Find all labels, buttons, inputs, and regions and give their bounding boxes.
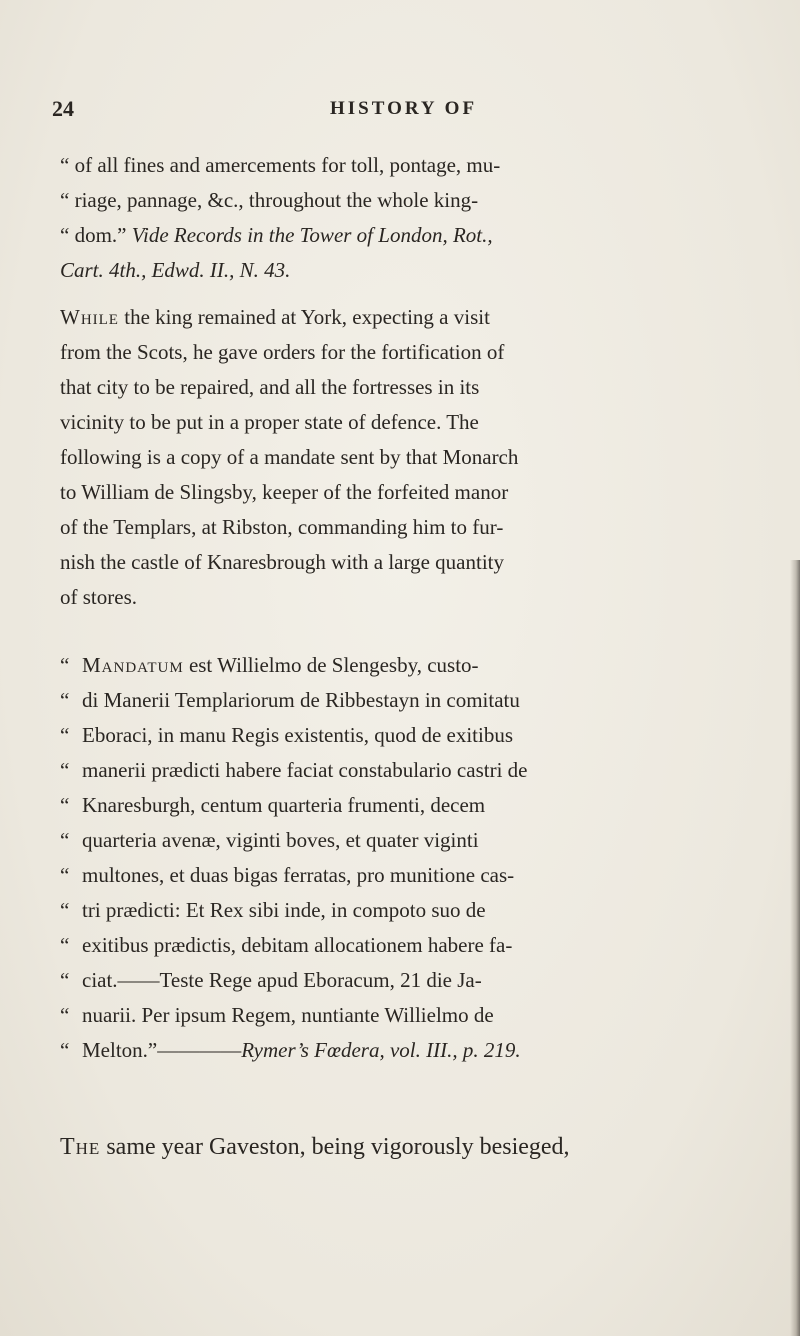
text-line: nish the castle of Knaresbrough with a large quantity bbox=[60, 550, 504, 574]
text-line: to William de Slingsby, keeper of the forfeited manor bbox=[60, 480, 509, 504]
text-line: “ manerii prædicti habere faciat constabulario castri de bbox=[60, 758, 528, 782]
text-line: “ tri prædicti: Et Rex sibi inde, in compoto suo de bbox=[60, 898, 486, 922]
paragraph-gaveston bbox=[60, 1130, 740, 1165]
text-line: following is a copy of a mandate sent by that Monarch bbox=[60, 445, 519, 469]
page-header bbox=[52, 96, 748, 126]
text-line: “ ciat.——Teste Rege apud Eboracum, 21 die Ja- bbox=[60, 968, 482, 992]
drop-word: The bbox=[60, 1134, 101, 1160]
text-line: “ exitibus prædictis, debitam allocationem habere fa- bbox=[60, 933, 513, 957]
paragraph-mandatum bbox=[60, 648, 740, 1068]
running-head: HISTORY OF bbox=[330, 98, 478, 119]
text-line: “ dom.” Vide Records in the Tower of London, Rot., bbox=[60, 223, 493, 247]
text-line: “ di Manerii Templariorum de Ribbestayn in comitatu bbox=[60, 688, 520, 712]
text-line: “ quarteria avenæ, viginti boves, et quater viginti bbox=[60, 828, 479, 852]
page-number: 24 bbox=[52, 96, 74, 121]
drop-word: Mandatum bbox=[82, 653, 184, 677]
text-line: “ Melton.”————Rymer’s Fœdera, vol. III., p. 219. bbox=[60, 1038, 521, 1062]
text-line: “ nuarii. Per ipsum Regem, nuntiante Willielmo de bbox=[60, 1003, 494, 1027]
citation: Vide Records in the Tower of London, Rot., bbox=[131, 223, 493, 247]
text-line: “ riage, pannage, &c., throughout the whole king- bbox=[60, 188, 479, 212]
paragraph-king-at-york bbox=[60, 300, 740, 615]
text-line: While the king remained at York, expecting a visit bbox=[60, 305, 490, 329]
paragraph-quote-tolls bbox=[60, 148, 740, 288]
text-line: “ multones, et duas bigas ferratas, pro munitione cas- bbox=[60, 863, 515, 887]
text-line: of stores. bbox=[60, 585, 137, 609]
citation-line: Cart. 4th., Edwd. II., N. 43. bbox=[60, 258, 291, 282]
text-line: from the Scots, he gave orders for the fortification of bbox=[60, 340, 505, 364]
text-line: “ Eboraci, in manu Regis existentis, quod de exitibus bbox=[60, 723, 514, 747]
text-line: “ Knaresburgh, centum quarteria frumenti, decem bbox=[60, 793, 486, 817]
citation: Rymer’s Fœdera, vol. III., p. 219. bbox=[241, 1038, 521, 1062]
drop-word: While bbox=[60, 305, 119, 329]
page-edge-shadow bbox=[790, 560, 800, 1336]
text-line: The same year Gaveston, being vigorously besieged, bbox=[60, 1134, 570, 1160]
text-line: “ Mandatum est Willielmo de Slengesby, custo- bbox=[60, 653, 479, 677]
text-line: vicinity to be put in a proper state of defence. The bbox=[60, 410, 479, 434]
text-line: “ of all fines and amercements for toll, pontage, mu- bbox=[60, 153, 501, 177]
text-line: of the Templars, at Ribston, commanding him to fur- bbox=[60, 515, 504, 539]
text-line: that city to be repaired, and all the fortresses in its bbox=[60, 375, 480, 399]
